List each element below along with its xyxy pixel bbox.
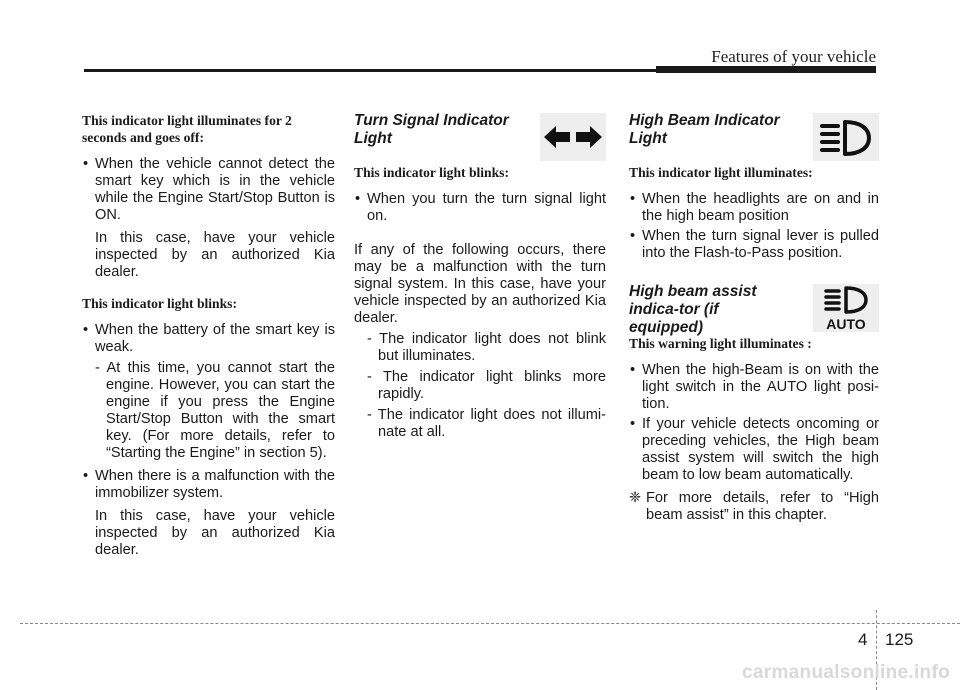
dash-item: - At this time, you cannot start the engine. However, you can start the engine if you press the Engine Start/Stop Button with the smart key. (For more details, refer to “Starting the Engine” in section 5). [95, 360, 335, 461]
list-item: • If your vehicle detects oncoming or preceding vehicles, the High beam assist system will switch the high beam to low beam automatically. [629, 416, 879, 484]
dash-item: - The indicator light blinks more rapidly. [367, 369, 606, 402]
smart-key-intro-1: This indicator light illuminates for 2 seconds and goes off: [82, 113, 292, 145]
list-item: • When the vehicle cannot detect the smart key which is in the vehicle while the Engine Start/Stop Button is ON. [82, 156, 335, 224]
section-number: 4 [858, 630, 868, 649]
section-title: High beam assist indica-tor (if equipped) [629, 283, 757, 336]
smart-key-intro-2: This indicator light blinks: [82, 296, 237, 311]
column-smart-key [82, 112, 335, 559]
list-item: • When the battery of the smart key is weak. [82, 322, 335, 356]
footer-dashed-rule [20, 623, 960, 624]
note-text: For more details, refer to “High beam assist” in this chapter. [646, 490, 879, 523]
dash-item: - The indicator light does not blink but illuminates. [367, 331, 606, 364]
column-high-beam [629, 112, 879, 524]
high-beam-assist-heading [629, 283, 879, 335]
note-symbol-icon: ❈ [629, 490, 642, 506]
turn-signal-paragraph: If any of the following occurs, there may be a malfunction with the turn signal system. In this case, have your vehicle inspected by an authorized Kia dealer. [354, 242, 606, 326]
list-item: • When there is a malfunction with the immobilizer system. [82, 468, 335, 502]
dash-item: - The indicator light does not illumi-nate at all. [367, 407, 606, 440]
turn-signal-heading [354, 112, 606, 164]
page-number: 125 [885, 630, 914, 649]
high-beam-assist-intro: This warning light illuminates : [629, 336, 812, 351]
section-title: High Beam Indicator Light [629, 112, 780, 147]
list-item: • When the turn signal lever is pulled into the Flash-to-Pass position. [629, 228, 879, 262]
list-item: • When the headlights are on and in the high beam position [629, 191, 879, 225]
high-beam-auto-icon [813, 284, 879, 332]
high-beam-heading [629, 112, 879, 164]
watermark: carmanualsonline.info [742, 662, 950, 683]
high-beam-intro: This indicator light illuminates: [629, 165, 813, 180]
auto-label: AUTO [826, 316, 866, 332]
turn-signal-intro: This indicator light blinks: [354, 165, 509, 180]
turn-signal-arrows-icon [540, 113, 606, 161]
list-item: • When the high-Beam is on with the light switch in the AUTO light posi-tion. [629, 362, 879, 413]
list-item: • When you turn the turn signal light on. [354, 191, 606, 225]
reference-note [629, 490, 879, 524]
column-turn-signal [354, 112, 606, 441]
list-subtext: In this case, have your vehicle inspected by an authorized Kia dealer. [95, 230, 335, 280]
header-rule-accent [656, 66, 876, 73]
section-title: Turn Signal Indicator Light [354, 112, 509, 147]
high-beam-icon [813, 113, 879, 161]
page-header-title: Features of your vehicle [711, 47, 876, 66]
list-subtext: In this case, have your vehicle inspected by an authorized Kia dealer. [95, 508, 335, 558]
